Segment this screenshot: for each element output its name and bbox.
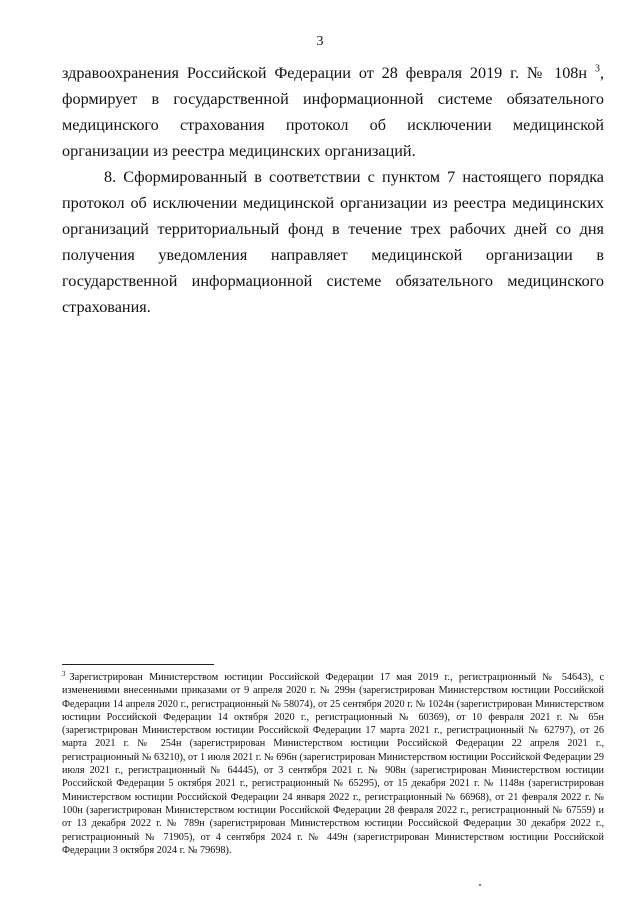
paragraph-text: , формирует в государственной информационной системе обязательного медицинского страхования протокол об исключении медицинской организации из реестра медицинских организаций.: [62, 64, 604, 160]
footnote-mark: 3: [62, 669, 66, 678]
page-number: 3: [316, 34, 324, 49]
footnote-reference[interactable]: 3: [594, 63, 600, 75]
footnote-separator: [62, 664, 214, 665]
footnote-text: Зарегистрирован Министерством юстиции Российской Федерации 17 мая 2019 г., регистрационный № 54643), с изменениями внесенными приказами от 9 апреля 2020 г. № 299н (зарегистрирован Министерством юстиции Российской Федерации 14 апреля 2020 г., регистрационный № 58074), от 25 сентября 2020 г. № 1024н (зарегистрирован Министерством юстиции Российской Федерации 14 октября 2020 г., регистрационный № 60369), от 10 февраля 2021 г. № 65н (зарегистрирован Министерством юстиции Российской Федерации 17 марта 2021 г., регистрационный № 62797), от 26 марта 2021 г. № 254н (зарегистрирован Министерством юстиции Российской Федерации 22 апреля 2021 г., регистрационный № 63210), от 1 июля 2021 г. № 696н (зарегистрирован Министерством юстиции Российской Федерации 29 июля 2021 г., регистрационный № 64445), от 3 сентября 2021 г. № 908н (зарегистрирован Министерством юстиции Российской Федерации 5 октября 2021 г., регистрационный № 65295), от 15 декабря 2021 г. № 1148н (зарегистрирован Министерством юстиции Российской Федерации 24 января 2022 г., регистрационный № 66968), от 21 февраля 2022 г. № 100н (зарегистрирован Министерством юстиции Российской Федерации 28 февраля 2022 г., регистрационный № 67559) и от 13 декабря 2022 г. № 789н (зарегистрирован Министерством юстиции Российской Федерации 30 декабря 2022 г., регистрационный № 71905), от 4 сентября 2024 г. № 449н (зарегистрирован Министерством юстиции Российской Федерации 3 октября 2024 г. № 79698).: [62, 672, 604, 856]
paragraph-continuation: [62, 60, 604, 164]
paragraph-text: здравоохранения Российской Федерации от 28 февраля 2019 г. № 108н: [62, 64, 595, 82]
paragraph-item-8: 8. Сформированный в соответствии с пунктом 7 настоящего порядка протокол об исключении медицинской организации из реестра медицинских организаций территориальный фонд в течение трех рабочих дней со дня получения уведомления направляет медицинской организации в государственной информационной системе обязательного медицинского страхования.: [62, 168, 604, 316]
footnote: [62, 671, 604, 857]
body-text: [62, 60, 604, 320]
scan-speck: [479, 884, 481, 886]
